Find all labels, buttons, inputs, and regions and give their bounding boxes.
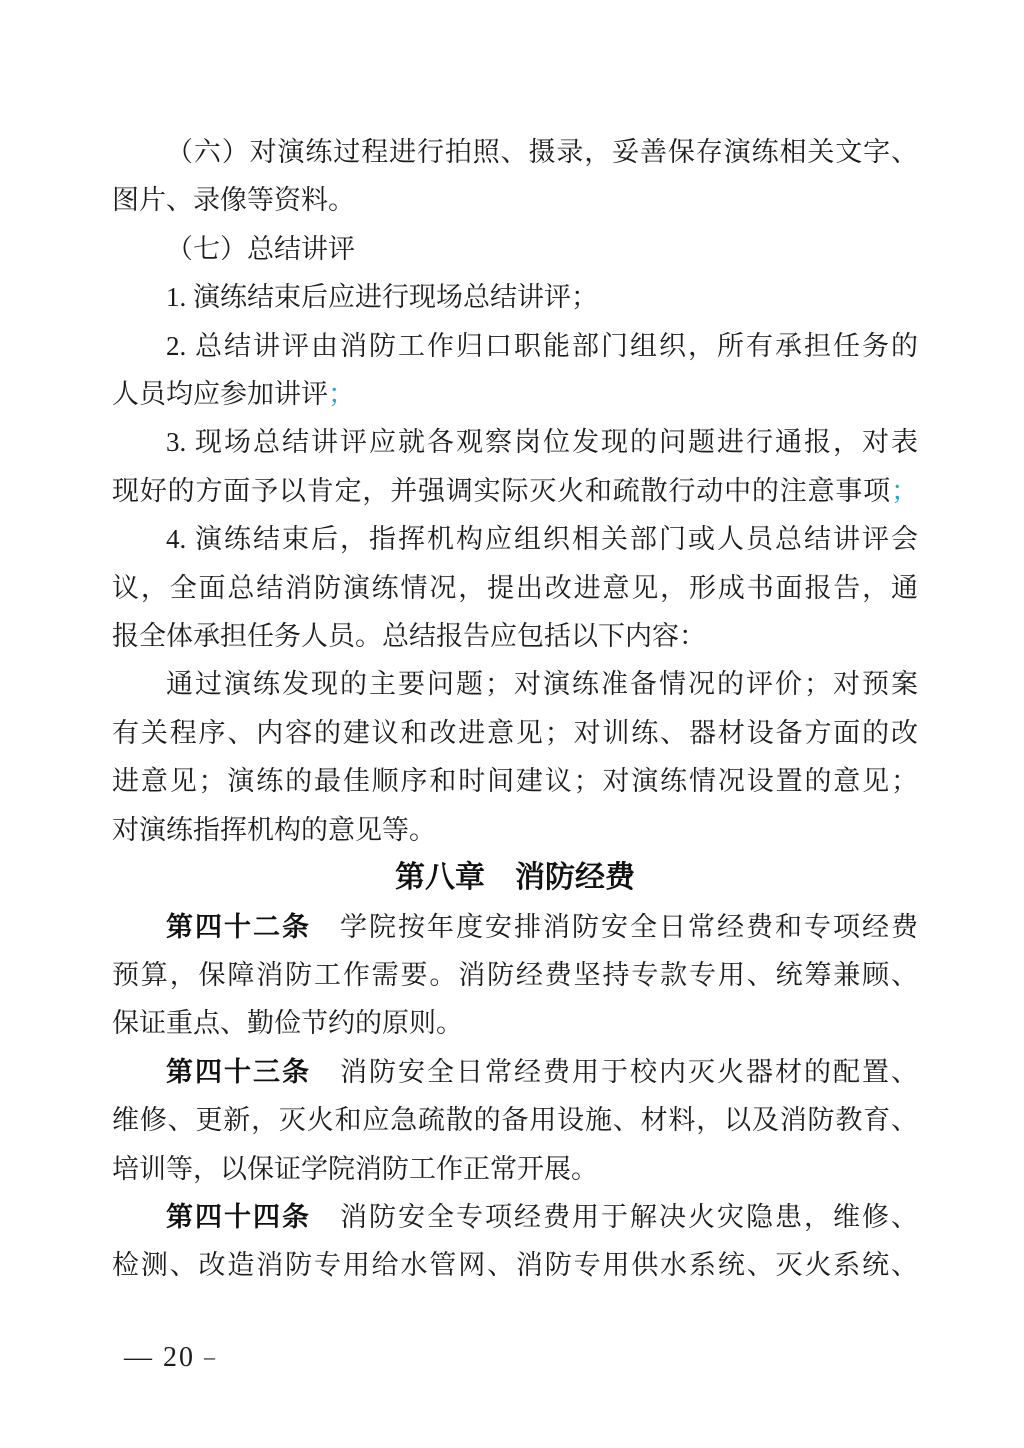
text-line (112, 709, 918, 757)
text-line (112, 1145, 918, 1193)
text-segment: （六）对演练过程进行拍照、摄录，妥善保存演练相关文字、 (166, 137, 918, 167)
text-segment: 培训等，以保证学院消防工作正常开展。 (112, 1153, 598, 1184)
text-line (112, 128, 918, 176)
text-segment: 通过演练发现的主要问题；对演练准备情况的评价；对预案 (166, 669, 918, 700)
text-line (112, 612, 918, 660)
text-segment: （七）总结讲评 (166, 233, 355, 264)
footer-right-dash: – (204, 1344, 217, 1369)
text-line (112, 951, 918, 999)
text-line (112, 564, 918, 612)
document-body (112, 128, 918, 1290)
text-segment: 进意见；演练的最佳顺序和时间建议；对演练情况设置的意见； (112, 766, 918, 797)
text-segment: 4. 演练结束后，指挥机构应组织相关部门或人员总结讲评会 (166, 524, 918, 555)
text-line (112, 467, 918, 515)
text-line (112, 1193, 918, 1241)
text-segment: 检测、改造消防专用给水管网、消防专用供水系统、灭火系统、 (112, 1250, 918, 1281)
text-line (112, 418, 918, 466)
text-line (112, 1241, 918, 1289)
text-segment: 维修、更新，灭火和应急疏散的备用设施、材料，以及消防教育、 (112, 1105, 918, 1136)
article-number: 第四十四条 (166, 1201, 311, 1232)
article-number: 第四十二条 (166, 911, 311, 942)
text-segment: 消防安全专项经费用于解决火灾隐患，维修、 (311, 1201, 918, 1232)
page-footer (124, 1340, 217, 1375)
text-segment: 保证重点、勤俭节约的原则。 (112, 1008, 463, 1039)
text-segment: 图片、录像等资料。 (112, 185, 355, 216)
text-line (112, 1048, 918, 1096)
chapter-heading (112, 854, 918, 902)
highlighted-semicolon: ； (891, 475, 918, 506)
text-line (112, 999, 918, 1047)
text-line (112, 322, 918, 370)
text-segment: 人员均应参加讲评 (112, 379, 328, 410)
article-number: 第四十三条 (166, 1056, 311, 1087)
text-segment: 议，全面总结消防演练情况，提出改进意见，形成书面报告，通 (112, 572, 918, 603)
text-line (112, 225, 918, 273)
page-number: 20 (163, 1342, 195, 1373)
text-segment: 2. 总结讲评由消防工作归口职能部门组织，所有承担任务的 (166, 330, 918, 361)
text-line (112, 515, 918, 563)
text-segment: 预算，保障消防工作需要。消防经费坚持专款专用、统筹兼顾、 (112, 959, 918, 990)
text-segment: 1. 演练结束后应进行现场总结讲评； (166, 282, 598, 313)
text-line (112, 1096, 918, 1144)
text-segment: 现好的方面予以肯定，并强调实际灭火和疏散行动中的注意事项 (112, 475, 891, 506)
text-segment: 对演练指挥机构的意见等。 (112, 814, 436, 845)
text-segment: 有关程序、内容的建议和改进意见；对训练、器材设备方面的改 (112, 717, 918, 748)
text-line (112, 176, 918, 224)
text-line (112, 660, 918, 708)
footer-left-dash: — (124, 1342, 154, 1373)
text-line (112, 903, 918, 951)
text-line (112, 273, 918, 321)
article-number: 第八章 消防经费 (395, 861, 635, 895)
text-line (112, 370, 918, 418)
text-segment: 消防安全日常经费用于校内灭火器材的配置、 (311, 1056, 918, 1087)
highlighted-semicolon: ； (328, 379, 355, 410)
text-line (112, 806, 918, 854)
text-segment: 学院按年度安排消防安全日常经费和专项经费 (311, 911, 918, 942)
text-line (112, 757, 918, 805)
text-segment: 报全体承担任务人员。总结报告应包括以下内容： (112, 621, 706, 652)
text-segment: 3. 现场总结讲评应就各观察岗位发现的问题进行通报，对表 (166, 427, 918, 458)
